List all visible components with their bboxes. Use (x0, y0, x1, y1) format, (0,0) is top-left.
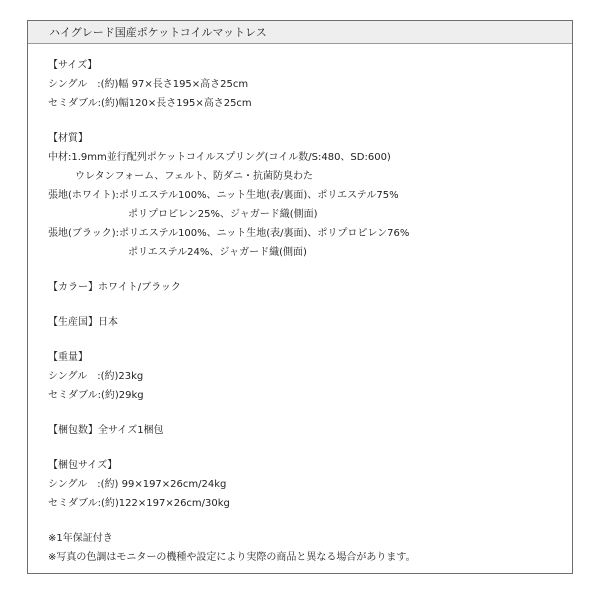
notes-section (48, 529, 572, 567)
packages-section (48, 421, 572, 440)
material-section (48, 129, 572, 262)
material-heading: 【材質】 (48, 133, 88, 144)
material-white: 張地(ホワイト):ポリエステル100%、ニット生地(表/裏面)、ポリエステル75% (48, 190, 399, 201)
material-black-cont: ポリエステル24%、ジャガード織(側面) (128, 247, 307, 258)
color-line: 【カラー】ホワイト/ブラック (48, 282, 181, 293)
packages-line: 【梱包数】全サイズ1梱包 (48, 425, 164, 436)
weight-section (48, 348, 572, 405)
note-warranty: ※1年保証付き (48, 533, 113, 544)
material-white-cont: ポリプロピレン25%、ジャガード織(側面) (128, 209, 318, 220)
material-black: 張地(ブラック):ポリエステル100%、ニット生地(表/裏面)、ポリプロピレン76% (48, 228, 410, 239)
material-core: 中材:1.9mm並行配列ポケットコイルスプリング(コイル数/S:480、SD:600) (48, 152, 391, 163)
size-heading: 【サイズ】 (48, 60, 98, 71)
color-section (48, 278, 572, 297)
weight-semi-double: セミダブル:(約)29kg (48, 390, 144, 401)
package-size-heading: 【梱包サイズ】 (48, 460, 118, 471)
size-section (48, 56, 572, 113)
size-semi-double: セミダブル:(約)幅120×長さ195×高さ25cm (48, 98, 252, 109)
package-size-section (48, 456, 572, 513)
weight-single: シングル :(約)23kg (48, 371, 144, 382)
origin-line: 【生産国】日本 (48, 317, 118, 328)
note-color-disclaimer: ※写真の色調はモニターの機種や設定により実際の商品と異なる場合があります。 (48, 552, 416, 563)
spec-body (28, 44, 572, 567)
origin-section (48, 313, 572, 332)
package-size-single: シングル :(約) 99×197×26cm/24kg (48, 479, 227, 490)
size-single: シングル :(約)幅 97×長さ195×高さ25cm (48, 79, 249, 90)
weight-heading: 【重量】 (48, 352, 88, 363)
material-core-cont: ウレタンフォーム、フェルト、防ダニ・抗菌防臭わた (75, 171, 313, 182)
package-size-semi-double: セミダブル:(約)122×197×26cm/30kg (48, 498, 230, 509)
spec-panel (27, 20, 573, 574)
panel-title: ハイグレード国産ポケットコイルマットレス (28, 21, 572, 44)
